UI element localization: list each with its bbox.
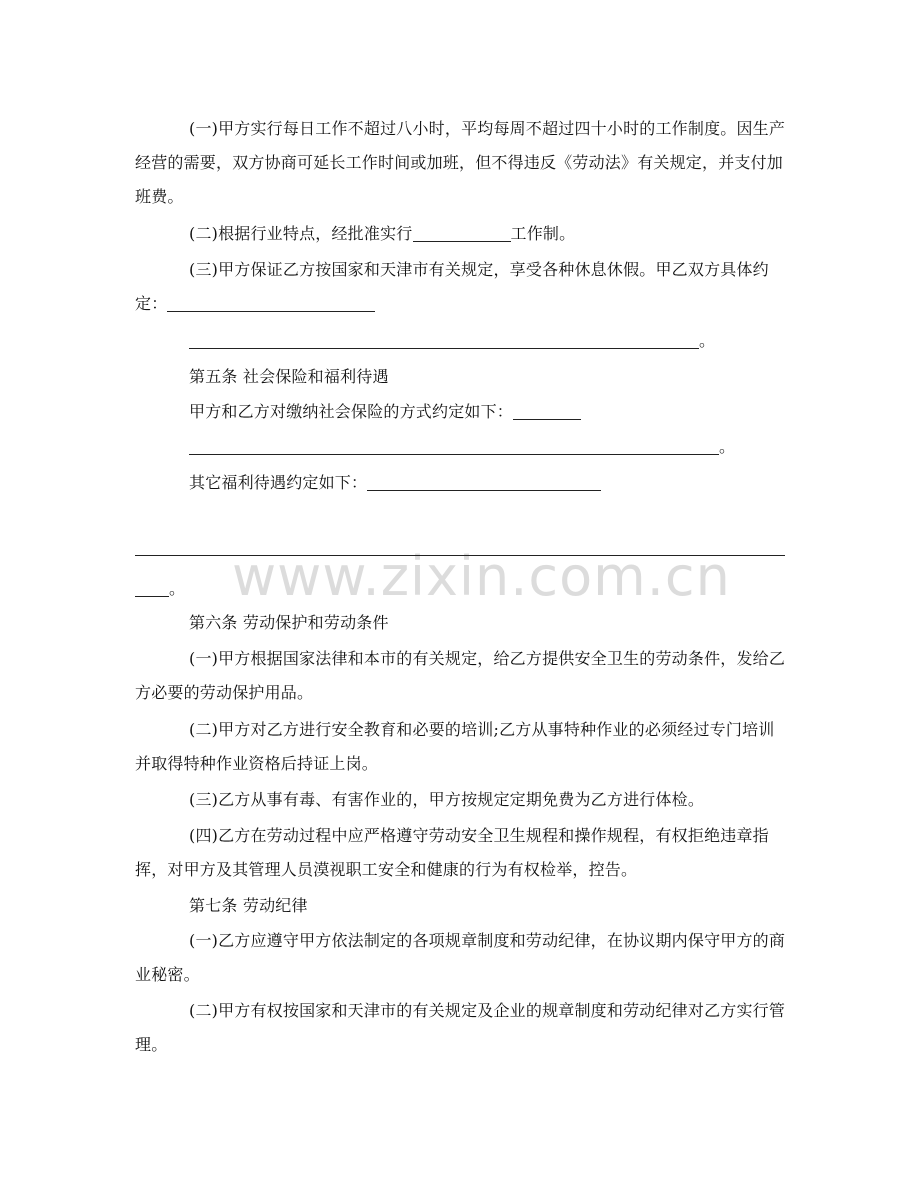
work-system-blank[interactable] — [413, 221, 511, 242]
article5-insurance-text: 甲方和乙方对缴纳社会保险的方式约定如下： — [189, 402, 514, 421]
article4-item3-end: 。 — [699, 331, 716, 350]
article4-item2-suffix: 工作制。 — [510, 224, 576, 243]
watermark: www.zixin.com.cn — [232, 545, 731, 608]
article4-item1: (一)甲方实行每日工作不超过八小时，平均每周不超过四十小时的工作制度。因生产经营的需要，双方协商可延长工作时间或加班，但不得违反《劳动法》有关规定，并支付加班费。 — [135, 119, 786, 206]
article4-item2-text: (二)根据行业特点，经批准实行 — [189, 224, 413, 243]
article7-item1: (一)乙方应遵守甲方依法制定的各项规章制度和劳动纪律，在协议期内保守甲方的商业秘密。 — [135, 931, 786, 984]
article4-item3 — [135, 253, 787, 321]
article5-insurance-end: 。 — [719, 437, 736, 456]
article7-item2: (二)甲方有权按国家和天津市的有关规定及企业的规章制度和劳动纪律对乙方实行管理。 — [135, 1001, 786, 1054]
article5-insurance-continuation — [135, 430, 787, 464]
welfare-blank-end[interactable] — [135, 576, 169, 597]
article6-item1: (一)甲方根据国家法律和本市的有关规定，给乙方提供安全卫生的劳动条件，发给乙方必要的劳动保护用品。 — [135, 649, 786, 702]
article5-insurance — [135, 395, 787, 429]
article6-item2: (二)甲方对乙方进行安全教育和必要的培训;乙方从事特种作业的必须经过专门培训并取得特种作业资格后持证上岗。 — [135, 720, 775, 773]
rest-agreement-blank[interactable] — [167, 291, 375, 312]
article5-welfare-continuation — [135, 572, 787, 606]
article5-welfare-end: 。 — [169, 579, 186, 598]
welfare-blank-full-line[interactable] — [135, 555, 785, 556]
article6-title: 第六条 劳动保护和劳动条件 — [189, 613, 389, 632]
article5-title: 第五条 社会保险和福利待遇 — [189, 367, 389, 386]
article6-item4: (四)乙方在劳动过程中应严格遵守劳动安全卫生规程和操作规程，有权拒绝违章指挥，对甲方及其管理人员漠视职工安全和健康的行为有权检举，控告。 — [135, 826, 769, 879]
article5-welfare — [135, 466, 787, 500]
article4-item3-text: (三)甲方保证乙方按国家和天津市有关规定，享受各种休息休假。甲乙双方具体约定： — [135, 260, 769, 313]
article5-welfare-text: 其它福利待遇约定如下： — [189, 473, 368, 492]
article6-item3: (三)乙方从事有毒、有害作业的，甲方按规定定期免费为乙方进行体检。 — [189, 790, 705, 809]
insurance-method-blank-2[interactable] — [189, 434, 719, 455]
welfare-blank[interactable] — [367, 470, 601, 491]
article4-item2 — [135, 217, 787, 251]
rest-agreement-blank-2[interactable] — [189, 328, 699, 349]
insurance-method-blank[interactable] — [513, 399, 581, 420]
article7-title: 第七条 劳动纪律 — [189, 896, 308, 915]
article4-item3-continuation — [135, 324, 787, 358]
